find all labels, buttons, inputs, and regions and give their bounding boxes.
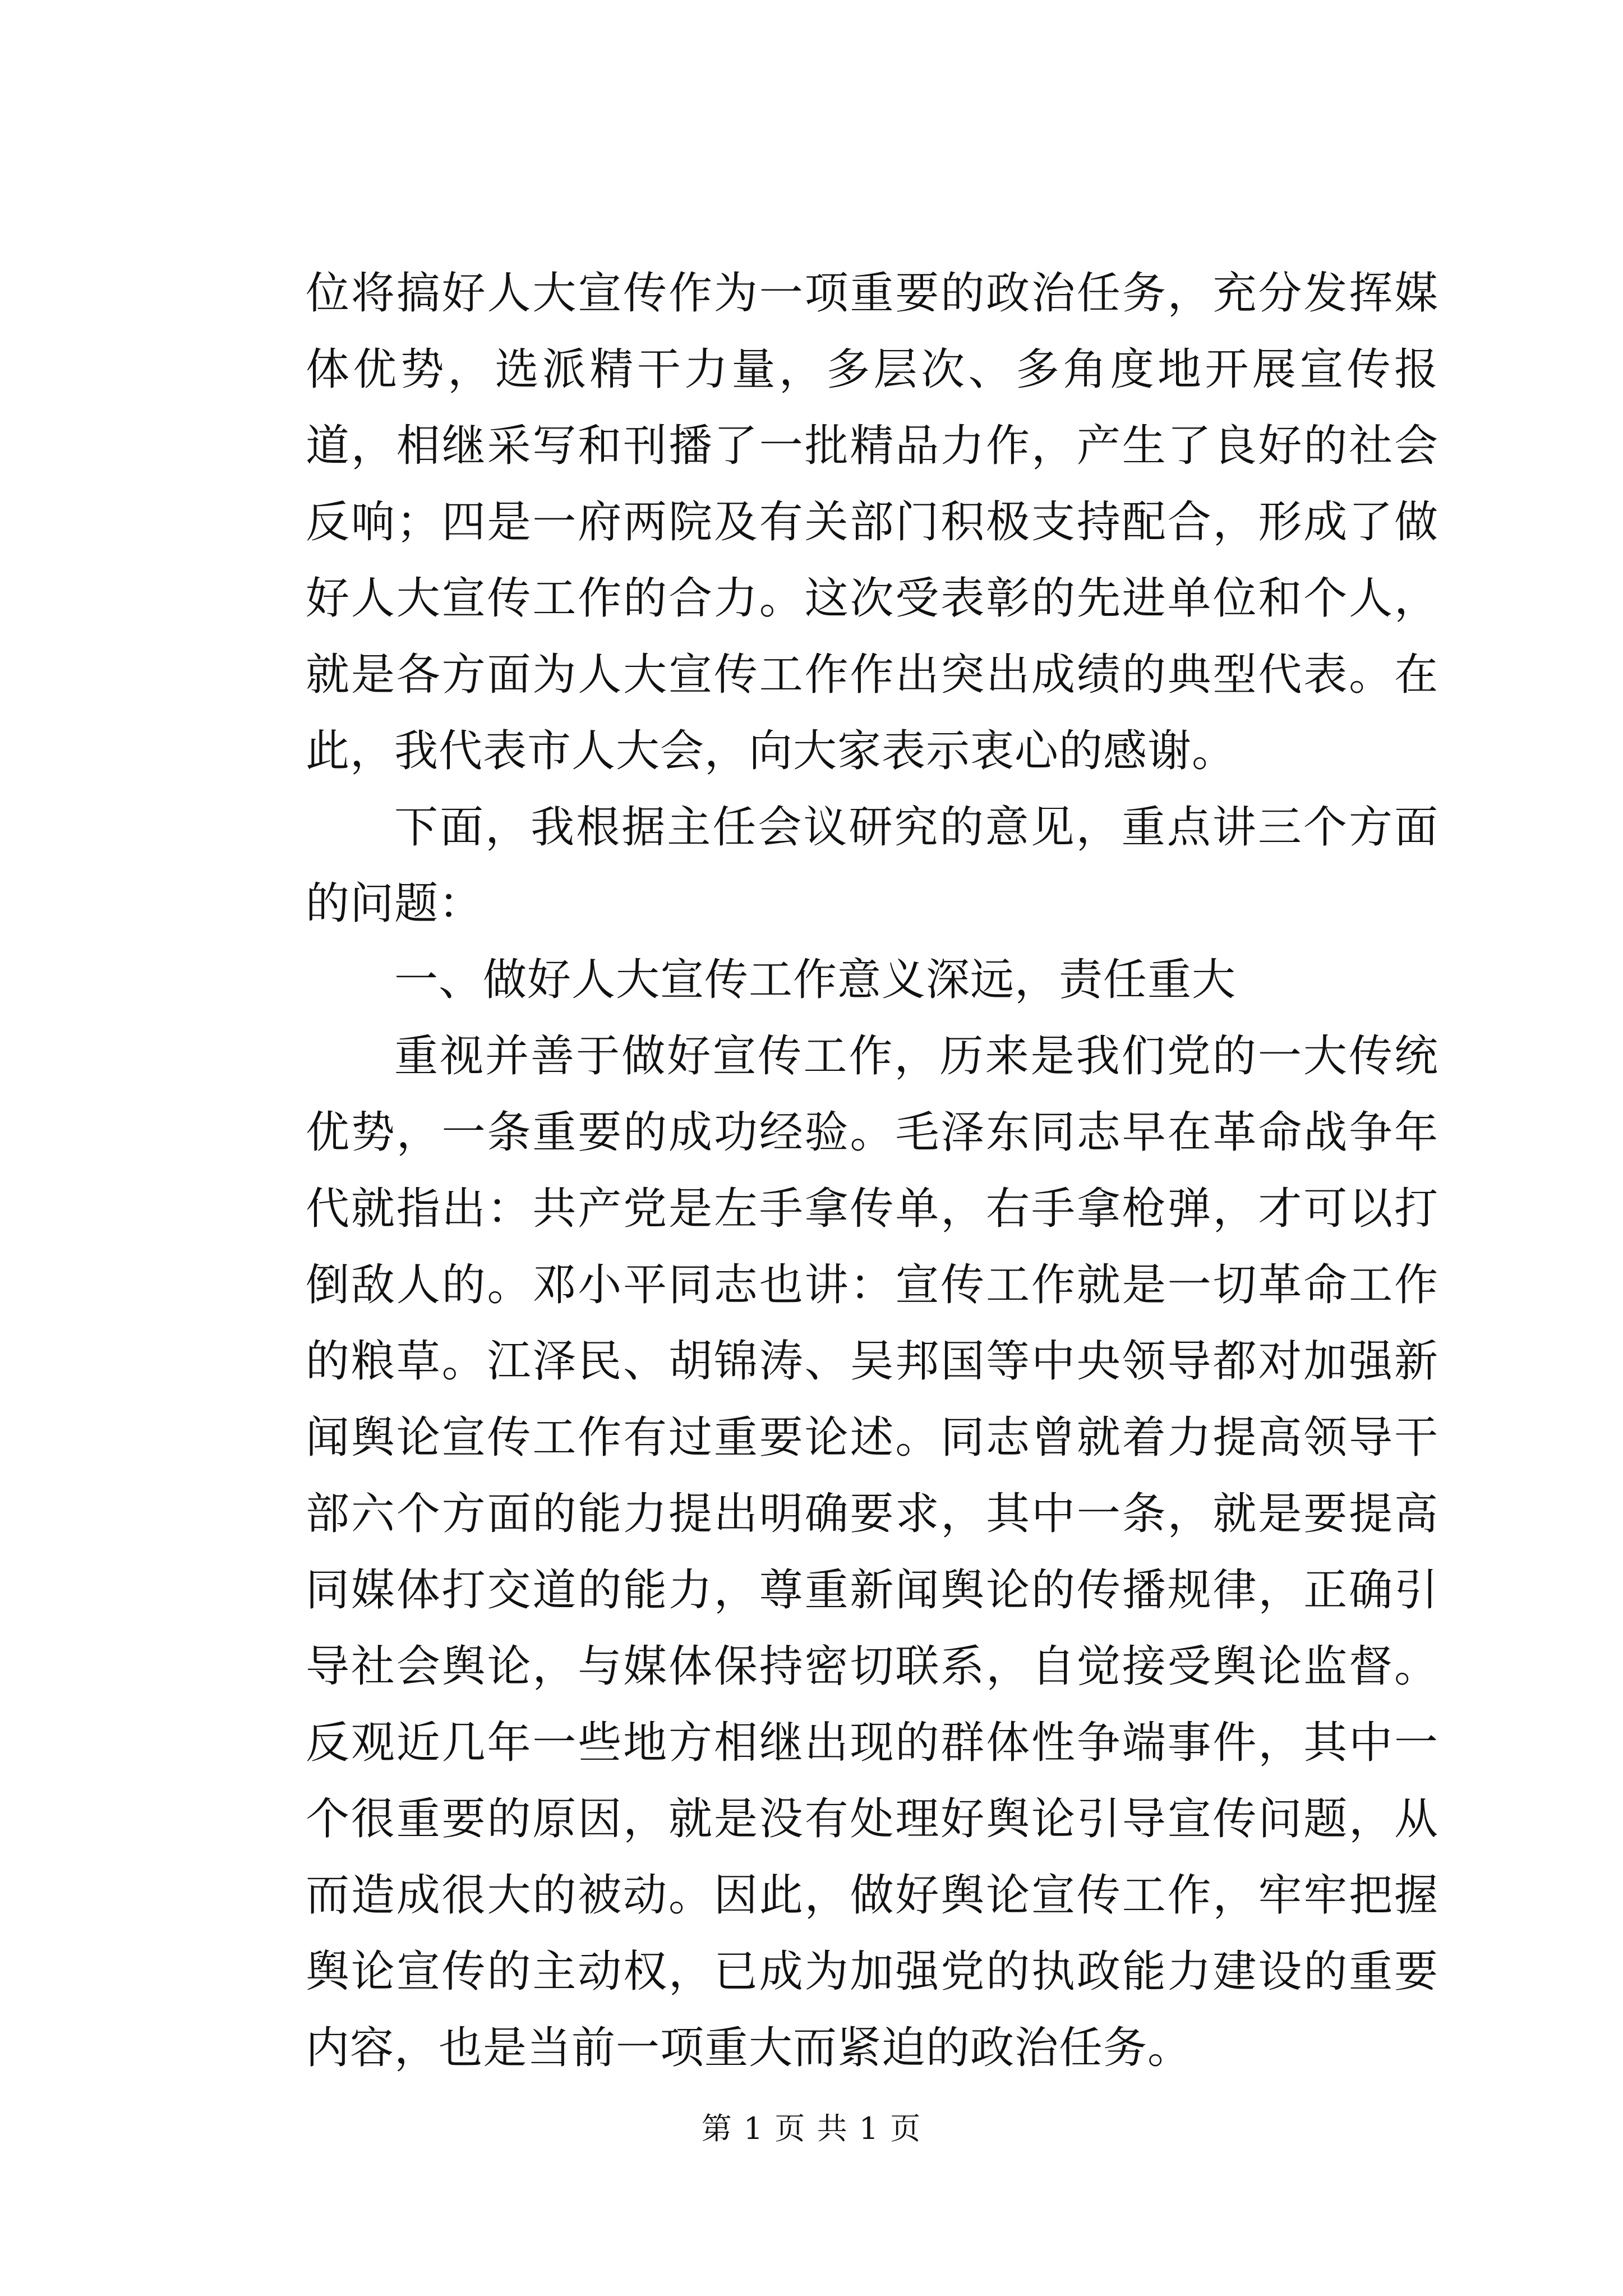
paragraph-1: 位将搞好人大宣传作为一项重要的政治任务，充分发挥媒体优势，选派精干力量，多层次、多角度地开展宣传报道，相继采写和刊播了一批精品力作，产生了良好的社会反响；四是一府两院及有关部门积极支持配合，形成了做好人大宣传工作的合力。这次受表彰的先进单位和个人，就是各方面为人大宣传工作作出突出成绩的典型代表。在此，我代表市人大会，向大家表示衷心的感谢。 (306, 268, 1438, 776)
section-heading: 一、做好人大宣传工作意义深远，责任重大 (394, 955, 1237, 1005)
paragraph-2: 下面，我根据主任会议研究的意见，重点讲三个方面的问题： (306, 802, 1438, 929)
document-body (306, 255, 1438, 2086)
page-footer: 第 1 页 共 1 页 (701, 2111, 922, 2146)
paragraph-3: 重视并善于做好宣传工作，历来是我们党的一大传统优势，一条重要的成功经验。毛泽东同志早在革命战争年代就指出：共产党是左手拿传单，右手拿枪弹，才可以打倒敌人的。邓小平同志也讲：宣传工作就是一切革命工作的粮草。江泽民、胡锦涛、吴邦国等中央领导都对加强新闻舆论宣传工作有过重要论述。同志曾就着力提高领导干部六个方面的能力提出明确要求，其中一条，就是要提高同媒体打交道的能力，尊重新闻舆论的传播规律，正确引导社会舆论，与媒体保持密切联系，自觉接受舆论监督。反观近几年一些地方相继出现的群体性争端事件，其中一个很重要的原因，就是没有处理好舆论引导宣传问题，从而造成很大的被动。因此，做好舆论宣传工作，牢牢把握舆论宣传的主动权，已成为加强党的执政能力建设的重要内容，也是当前一项重大而紧迫的政治任务。 (306, 1031, 1438, 2073)
